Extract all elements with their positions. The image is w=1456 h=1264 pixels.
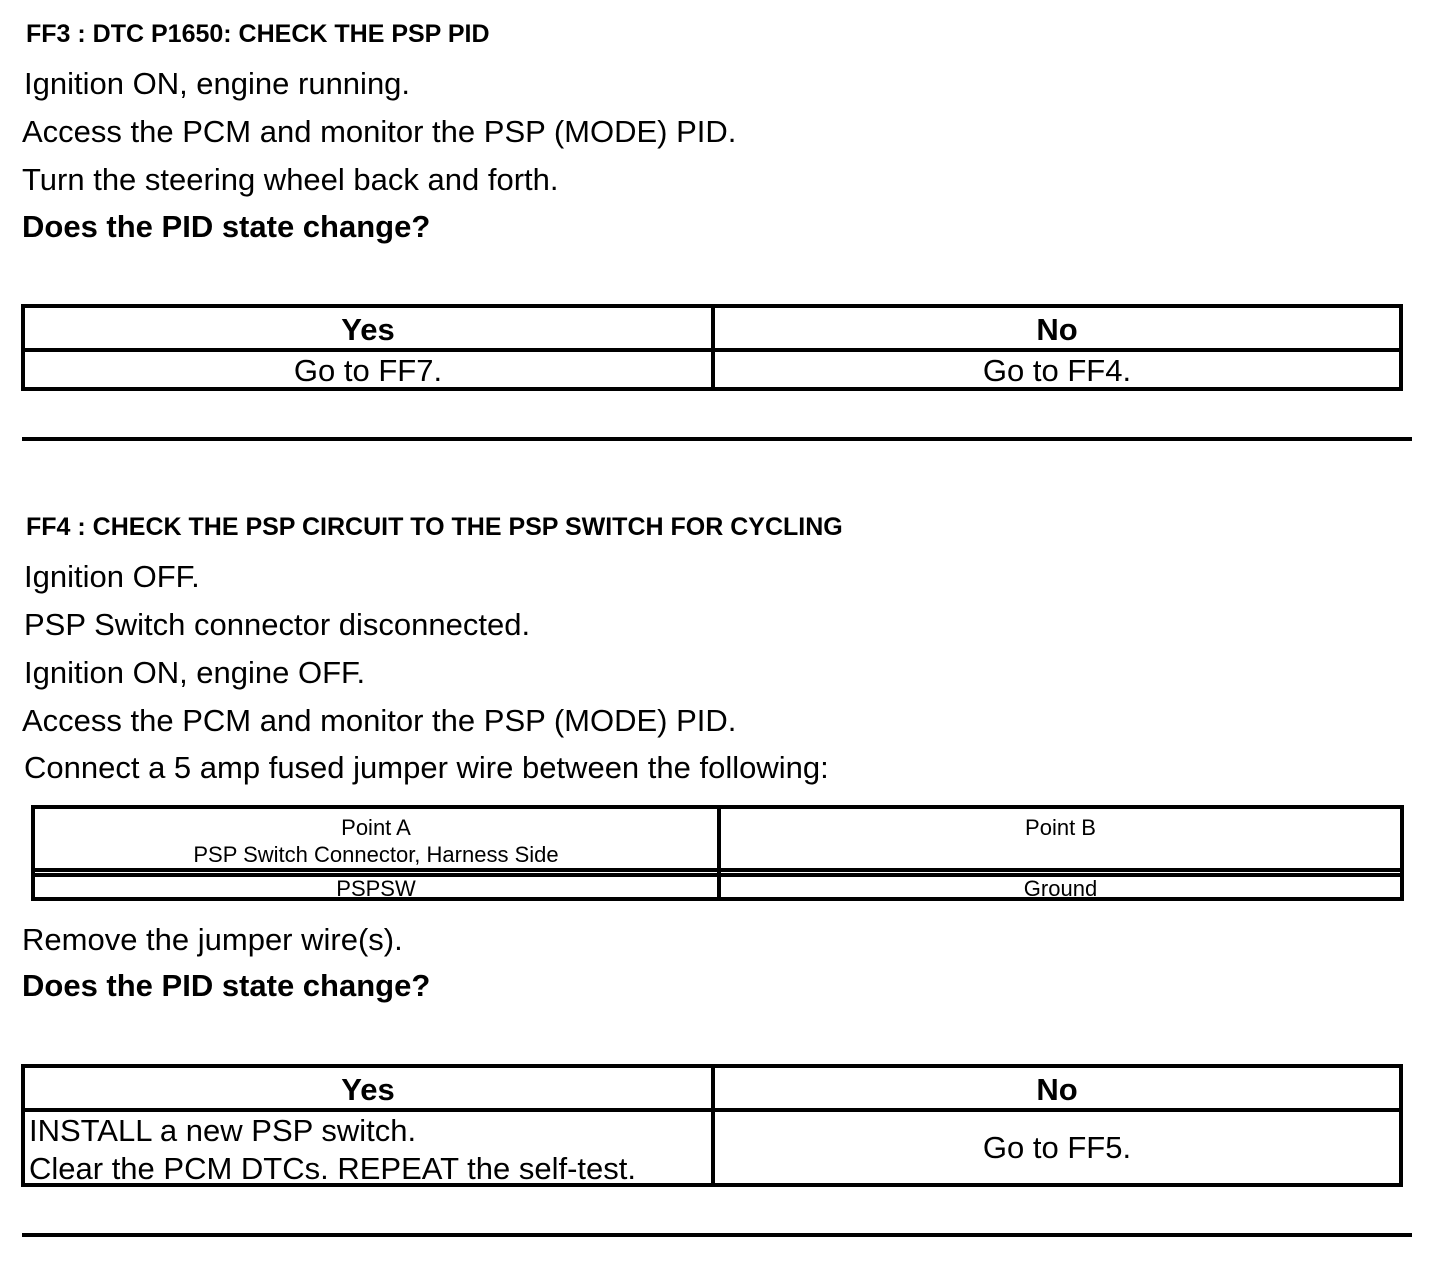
section-divider — [22, 437, 1412, 441]
point-a-header-line1: Point A — [341, 815, 411, 840]
ff4-step-3: Ignition ON, engine OFF. — [24, 655, 366, 690]
bottom-divider — [22, 1233, 1412, 1237]
point-b-value: Ground — [1023, 876, 1098, 901]
point-a-header — [35, 814, 717, 868]
ff4-step-1: Ignition OFF. — [24, 559, 200, 594]
point-a-header-line2: PSP Switch Connector, Harness Side — [193, 842, 559, 867]
ff4-step-2: PSP Switch connector disconnected. — [24, 607, 531, 642]
ff4-no-header: No — [1036, 1072, 1078, 1107]
ff3-step-1: Ignition ON, engine running. — [24, 66, 411, 101]
point-b-header: Point B — [1025, 815, 1096, 840]
ff3-yes-no-table — [21, 304, 1403, 391]
ff3-yes-value: Go to FF7. — [293, 353, 443, 388]
ff3-no-value: Go to FF4. — [982, 353, 1132, 388]
ff4-yes-value-line1: INSTALL a new PSP switch. — [29, 1113, 417, 1148]
ff4-title: FF4 : CHECK THE PSP CIRCUIT TO THE PSP SWITCH FOR CYCLING — [26, 513, 843, 541]
ff4-no-value: Go to FF5. — [982, 1130, 1132, 1165]
ff3-yes-header: Yes — [341, 312, 395, 347]
ff3-question: Does the PID state change? — [22, 209, 431, 244]
ff3-step-3: Turn the steering wheel back and forth. — [22, 162, 559, 197]
ff4-yes-value — [25, 1112, 711, 1188]
point-a-value: PSPSW — [336, 876, 416, 901]
ff4-yes-value-line2: Clear the PCM DTCs. REPEAT the self-test. — [29, 1151, 636, 1186]
ff3-step-2: Access the PCM and monitor the PSP (MODE) PID. — [22, 114, 737, 149]
ff4-step-5: Connect a 5 amp fused jumper wire between the following: — [24, 750, 829, 785]
ff4-step-4: Access the PCM and monitor the PSP (MODE) PID. — [22, 703, 737, 738]
ff3-title: FF3 : DTC P1650: CHECK THE PSP PID — [26, 20, 490, 48]
ff4-yes-no-table — [21, 1064, 1403, 1187]
ff4-yes-header: Yes — [341, 1072, 395, 1107]
ff3-no-header: No — [1036, 312, 1078, 347]
ff4-after-step: Remove the jumper wire(s). — [22, 922, 403, 957]
ff4-question: Does the PID state change? — [22, 968, 431, 1003]
ff4-points-table — [31, 805, 1404, 901]
